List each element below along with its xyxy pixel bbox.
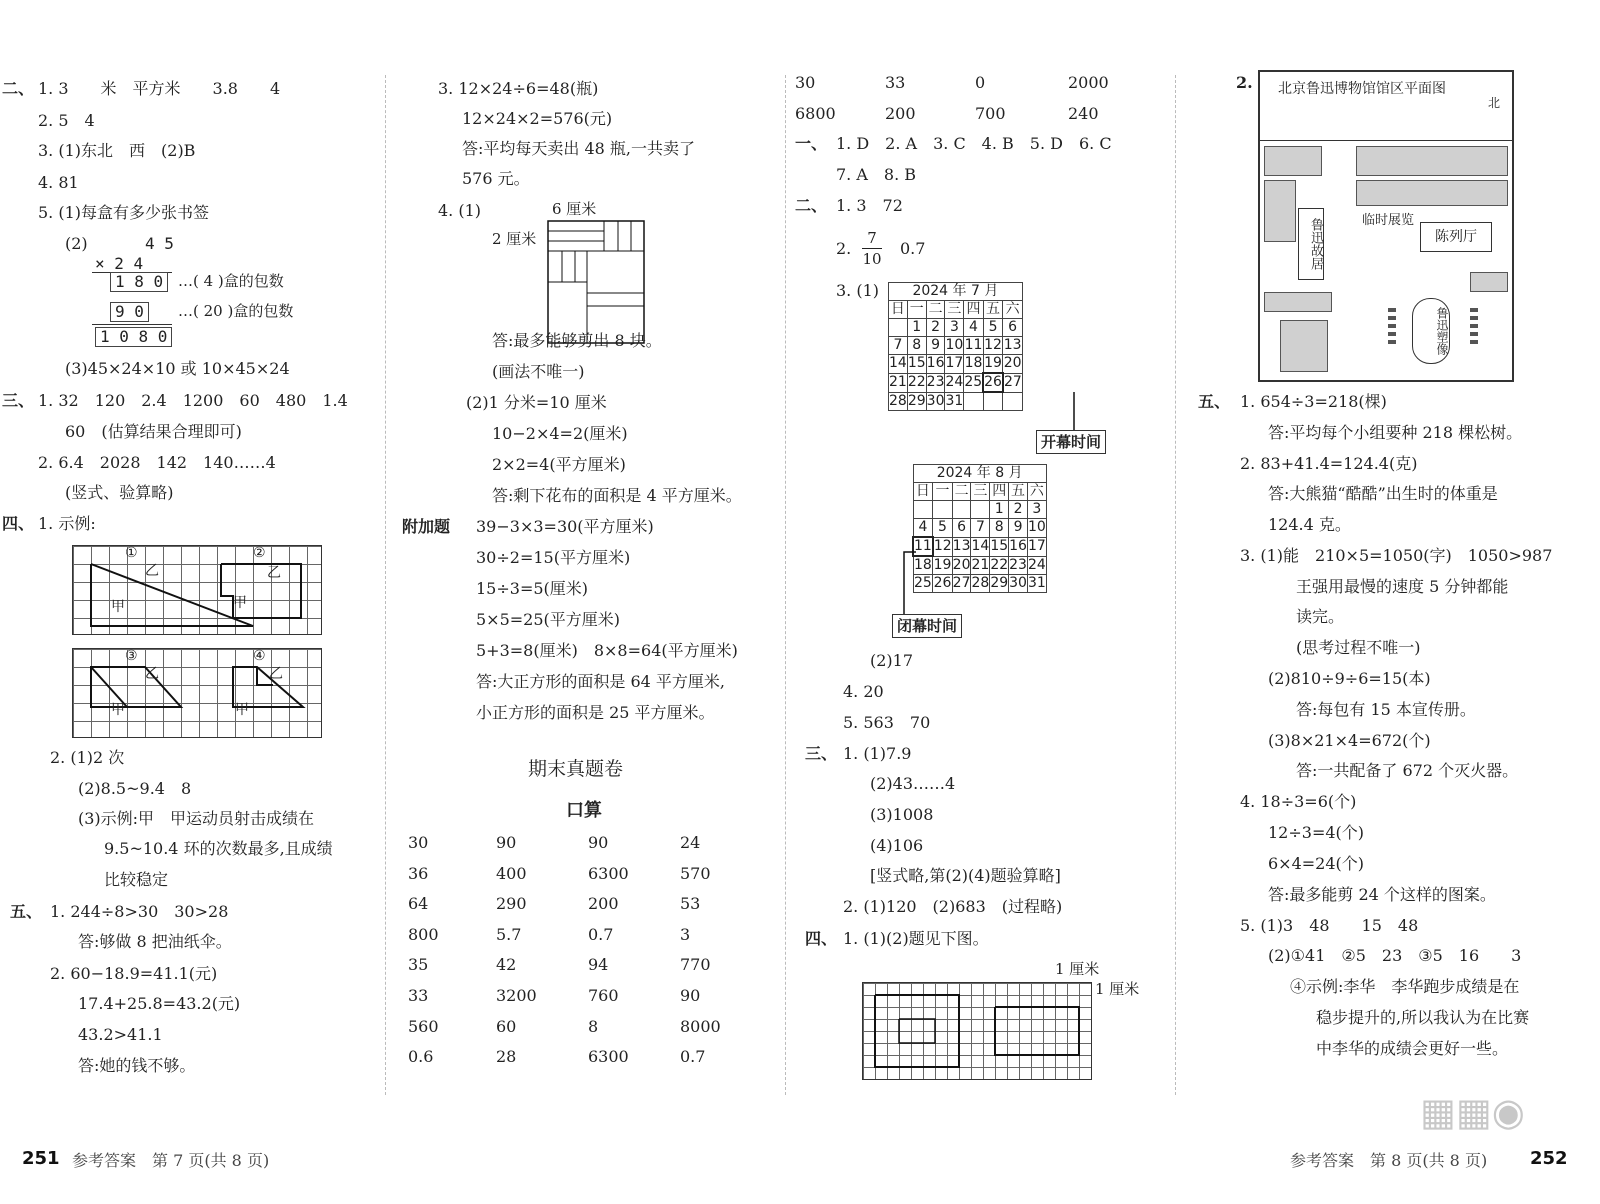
tree-row [1470, 308, 1478, 348]
page-number-left: 251 [22, 1148, 60, 1169]
calendar-day: 3 [945, 319, 964, 337]
calendar-day [952, 501, 971, 519]
section-mark: 四、 [805, 929, 838, 948]
answer-line: 5×5=25(平方厘米) [476, 610, 621, 629]
answer-line: 60 (估算结果合理即可) [65, 422, 242, 441]
dimension-label: 2 厘米 [492, 230, 537, 248]
circle-number: ① [125, 545, 138, 561]
partial-note: …( 20 )盒的包数 [178, 302, 294, 320]
circle-number: ④ [253, 648, 266, 664]
north-arrow: 北 [1488, 96, 1501, 110]
answer-line: 5. 563 70 [843, 713, 931, 732]
calendar-day: 31 [1027, 575, 1046, 591]
calendar-day: 16 [926, 355, 945, 372]
answer-line: 2. (1)120 (2)683 (过程略) [843, 897, 1063, 916]
calendar-day: 28 [889, 392, 907, 409]
calendar-day [964, 392, 983, 411]
oral-answer: 800 [408, 924, 439, 944]
product: 1 0 8 0 [95, 327, 172, 347]
oral-answer: 570 [680, 863, 711, 883]
opening-date-label: 开幕时间 [1036, 430, 1106, 454]
answer-line: 2. 6.4 2028 142 140……4 [38, 453, 276, 472]
calendar-title: 2024 年 7 月 [889, 283, 1023, 301]
calendar-day: 6 [952, 519, 971, 538]
calendar-day: 25 [964, 374, 983, 390]
weekday-header: 四 [990, 483, 1009, 501]
calendar-day: 29 [990, 575, 1009, 591]
answer-line: 12÷3=4(个) [1268, 823, 1365, 842]
calendar-day: 28 [971, 575, 990, 591]
calendar-day: 31 [945, 392, 964, 409]
weekday-header: 六 [1003, 301, 1022, 319]
calendar-day: 23 [1009, 556, 1027, 573]
oral-answer: 770 [680, 955, 711, 975]
calendar-day: 27 [952, 575, 971, 591]
oral-answer: 64 [408, 894, 429, 914]
answer-line: 稳步提升的,所以我认为在比赛 [1316, 1008, 1530, 1027]
answer-line: 124.4 克。 [1268, 515, 1351, 534]
oral-answer: 35 [408, 955, 429, 975]
answer-line: 2. [836, 239, 852, 258]
label-jia: 甲 [233, 595, 247, 611]
answer-line: 小正方形的面积是 25 平方厘米。 [476, 703, 715, 722]
section-mark: 五、 [1198, 392, 1231, 411]
weekday-header: 四 [964, 301, 983, 319]
answer-line: 576 元。 [462, 169, 530, 188]
multiplicand: 4 5 [145, 234, 174, 253]
answer-line: 5+3=8(厘米) 8×8=64(平方厘米) [476, 641, 738, 660]
oral-answer: 3 [680, 924, 691, 944]
answer-line: 17.4+25.8=43.2(元) [78, 994, 241, 1013]
watermark-logo: ▦▦◉ [1420, 1090, 1525, 1134]
calendar-day: 29 [907, 392, 926, 409]
oral-answer: 560 [408, 1016, 439, 1036]
answer-line: 1. D 2. A 3. C 4. B 5. D 6. C [836, 134, 1112, 153]
calendar-day: 10 [945, 337, 964, 353]
oral-answer: 30 [795, 73, 816, 92]
calendar-day: 20 [952, 556, 971, 573]
calendar-day: 8 [907, 337, 926, 355]
oral-answer: 240 [1068, 104, 1099, 123]
answer-line: 1. 32 120 2.4 1200 60 480 1.4 [38, 391, 348, 410]
section-title: 期末真题卷 [528, 758, 624, 780]
building [1356, 146, 1508, 176]
oral-answer: 0.6 [408, 1047, 434, 1067]
weekday-header: 一 [907, 301, 926, 319]
answer-line: 1. 3 米 平方米 3.8 4 [38, 79, 281, 98]
dimension-label: 6 厘米 [552, 200, 597, 218]
calendar-day [889, 319, 908, 337]
answer-line: 3. (1)能 210×5=1050(字) 1050>987 [1240, 546, 1553, 565]
grid-diagram [72, 545, 322, 635]
column-divider [385, 75, 386, 1095]
answer-line: 4. 81 [38, 173, 79, 192]
oral-answer: 90 [496, 833, 517, 852]
section-mark: 三、 [2, 391, 35, 410]
answer-line: 答:最多能够剪出 8 块。 [492, 331, 662, 350]
building [1264, 180, 1296, 242]
calendar-day: 14 [971, 538, 990, 554]
label-lu-xun-residence: 鲁迅故居 [1298, 208, 1324, 280]
answer-line: 2. (1)2 次 [50, 748, 125, 767]
calendar-day: 16 [1009, 538, 1027, 554]
calendar-day: 7 [889, 337, 908, 355]
label-yi: 乙 [269, 666, 283, 682]
shape-drawing [863, 983, 1091, 1079]
answer-line: 1. 244÷8>30 30>28 [50, 902, 229, 921]
answer-line: 5. (1)3 48 15 48 [1240, 916, 1419, 935]
answer-line: 2. 60−18.9=41.1(元) [50, 964, 218, 983]
answer-line: 2. 83+41.4=124.4(克) [1240, 454, 1418, 473]
calendar-day: 1 [907, 319, 926, 337]
building [1356, 180, 1508, 206]
map-wall [1260, 140, 1512, 141]
calendar-day: 11 [964, 337, 983, 353]
answer-line: 4. 18÷3=6(个) [1240, 792, 1357, 811]
answer-line: 1. 3 72 [836, 196, 903, 215]
calendar-day: 3 [1027, 501, 1046, 519]
building [1264, 292, 1332, 312]
calendar-day: 5 [933, 519, 952, 538]
oral-answer: 0.7 [680, 1047, 706, 1067]
answer-line: 答:平均每天卖出 48 瓶,一共卖了 [462, 139, 696, 158]
answer-line: 答:她的钱不够。 [78, 1056, 196, 1075]
oral-answer: 200 [588, 894, 619, 914]
oral-answer: 28 [496, 1047, 517, 1067]
answer-line: 比较稳定 [104, 870, 169, 889]
answer-line: 1. 示例: [38, 514, 96, 533]
answer-line: (2)17 [870, 651, 914, 670]
calendar-day: 18 [914, 557, 932, 573]
page-number-right: 252 [1530, 1148, 1568, 1169]
answer-line: 答:大熊猫“酷酷”出生时的体重是 [1268, 484, 1498, 503]
calendar-day: 24 [945, 374, 964, 390]
column-divider [785, 75, 786, 1095]
answer-line: (2)①41 ②5 23 ③5 16 3 [1268, 946, 1522, 965]
calendar-table [912, 464, 1047, 593]
answer-line: 0.7 [900, 239, 926, 258]
oral-answer: 36 [408, 863, 429, 883]
oral-answer: 90 [680, 986, 701, 1005]
calendar-day: 15 [990, 538, 1009, 554]
calendar-day: 18 [964, 355, 983, 372]
weekday-header: 一 [933, 483, 952, 501]
answer-line: 30÷2=15(平方厘米) [476, 548, 631, 567]
answer-line: 答:最多能剪 24 个这样的图案。 [1268, 885, 1496, 904]
scale-label: 1 厘米 [1095, 980, 1140, 998]
oral-answer: 60 [496, 1016, 517, 1036]
oral-answer: 6300 [588, 863, 629, 883]
oral-answer: 8000 [680, 1016, 721, 1036]
weekday-header: 五 [1009, 483, 1028, 501]
answer-line: (2)8.5~9.4 8 [78, 779, 192, 798]
answer-line: 12×24×2=576(元) [462, 109, 613, 128]
weekday-header: 二 [952, 483, 971, 501]
answer-line: 5. (1)每盒有多少张书签 [38, 203, 210, 222]
section-mark: 一、 [795, 134, 828, 153]
oral-answer: 33 [885, 73, 906, 92]
weekday-header: 二 [926, 301, 945, 319]
answer-line: 6×4=24(个) [1268, 854, 1365, 873]
calendar-day: 12 [984, 337, 1002, 353]
calendar-day: 1 [990, 501, 1009, 519]
answer-line: 1. (1)(2)题见下图。 [843, 929, 989, 948]
answer-line: 王强用最慢的速度 5 分钟都能 [1296, 577, 1509, 596]
calendar-day: 15 [907, 355, 926, 372]
answer-line: 答:每包有 15 本宣传册。 [1296, 700, 1476, 719]
museum-floor-plan [1258, 70, 1514, 382]
oral-answer: 700 [975, 104, 1006, 123]
calendar-day [1003, 392, 1022, 411]
weekday-header: 三 [945, 301, 964, 319]
answer-line: 15÷3=5(厘米) [476, 579, 589, 598]
weekday-header: 六 [1027, 483, 1046, 501]
answer-line: 7. A 8. B [836, 165, 917, 184]
calendar-day: 17 [945, 355, 964, 372]
calendar-day: 14 [889, 355, 907, 372]
oral-answer: 400 [496, 863, 527, 883]
calendar-day: 13 [952, 538, 971, 554]
oral-answer: 30 [408, 833, 429, 852]
calendar-day: 2 [1009, 501, 1028, 519]
answer-line: (3)45×24×10 或 10×45×24 [65, 359, 290, 378]
calendar-day: 8 [990, 519, 1009, 538]
answer-line: 43.2>41.1 [78, 1025, 163, 1044]
answer-line: (竖式、验算略) [65, 483, 174, 502]
calendar-day: 19 [933, 556, 952, 573]
oral-answer: 6300 [588, 1047, 629, 1067]
oral-answer: 94 [588, 955, 609, 975]
rectangle-cut-drawing [547, 220, 647, 345]
answer-line: 答:大正方形的面积是 64 平方厘米, [476, 672, 726, 691]
oral-answer: 200 [885, 104, 916, 123]
answer-line: 4. (1) [438, 201, 482, 220]
weekday-header: 五 [983, 301, 1003, 319]
calendar-day: 30 [926, 392, 945, 409]
answer-line: (2)810÷9÷6=15(本) [1268, 669, 1431, 688]
calendar-day: 6 [1003, 319, 1022, 337]
footer-text-right: 参考答案 第 8 页(共 8 页) [1290, 1151, 1488, 1170]
calendar-day: 9 [1009, 519, 1028, 538]
grid-drawing-area [862, 982, 1092, 1080]
label-temporary-exhibition: 临时展览 [1362, 213, 1415, 228]
answer-line: (3)示例:甲 甲运动员射击成绩在 [78, 809, 315, 828]
oral-answer: 0 [975, 73, 986, 92]
answer-line: (2) [65, 234, 88, 253]
answer-line: ④示例:李华 李华跑步成绩是在 [1290, 977, 1520, 996]
calendar-day: 21 [889, 374, 907, 390]
answer-line: 3. (1)东北 西 (2)B [38, 141, 196, 160]
calendar-day: 4 [964, 319, 983, 337]
oral-answer: 2000 [1068, 73, 1109, 92]
calendar-day: 20 [1003, 355, 1022, 372]
map-title: 北京鲁迅博物馆馆区平面图 [1278, 81, 1446, 97]
calendar-day [983, 392, 1003, 411]
calendar-day [913, 501, 933, 519]
answer-line: (4)106 [870, 836, 924, 855]
answer-line: 答:平均每个小组要种 218 棵松树。 [1268, 423, 1523, 442]
answer-line: (画法不唯一) [492, 362, 585, 381]
subsection-title: 口算 [566, 800, 602, 821]
calendar-day: 22 [990, 556, 1009, 573]
calendar-day: 17 [1027, 538, 1046, 554]
oral-answer: 0.7 [588, 924, 614, 944]
answer-line: 2×2=4(平方厘米) [492, 455, 626, 474]
calendar-day [971, 501, 990, 519]
section-mark: 五、 [10, 902, 43, 921]
weekday-header: 日 [889, 301, 908, 319]
partial-product: 1 8 0 [110, 272, 168, 292]
calendar-day: 23 [926, 374, 945, 390]
answer-line: 答:一共配备了 672 个灭火器。 [1296, 761, 1519, 780]
calendar-day: 5 [983, 319, 1003, 337]
answer-line: 答:够做 8 把油纸伞。 [78, 932, 232, 951]
answer-line: (思考过程不唯一) [1296, 638, 1421, 657]
answer-line: 答:剩下花布的面积是 4 平方厘米。 [492, 486, 742, 505]
answer-line: 4. 20 [843, 682, 884, 701]
answer-line: 读完。 [1296, 607, 1345, 626]
answer-line: (3)8×21×4=672(个) [1268, 731, 1431, 750]
circle-number: ③ [125, 648, 138, 664]
building [1264, 146, 1322, 176]
section-mark: 附加题 [402, 517, 451, 536]
calendar-day: 10 [1027, 519, 1046, 536]
section-mark: 四、 [2, 514, 35, 533]
label-yi: 乙 [267, 565, 281, 581]
oral-answer: 290 [496, 894, 527, 914]
weekday-header: 日 [913, 483, 933, 501]
answer-line: 1. 654÷3=218(棵) [1240, 392, 1387, 411]
oral-answer: 24 [680, 833, 701, 852]
footer-text-left: 参考答案 第 7 页(共 8 页) [72, 1151, 270, 1170]
fraction-numerator: 7 [867, 229, 877, 247]
oral-answer: 33 [408, 986, 429, 1005]
building [1470, 272, 1508, 292]
label-yi: 乙 [145, 563, 159, 579]
oral-answer: 3200 [496, 986, 537, 1005]
calendar-day: 27 [1003, 374, 1022, 390]
answer-line: 3. (1) [836, 281, 880, 300]
label-yi: 乙 [145, 666, 159, 682]
oral-answer: 90 [588, 833, 609, 852]
calendar-day: 9 [926, 337, 945, 355]
calendar-day: 19 [984, 355, 1002, 371]
shape-drawing [73, 649, 321, 737]
calendar-day [933, 501, 952, 519]
circle-number: ② [253, 545, 266, 561]
answer-line: (2)1 分米=10 厘米 [466, 393, 607, 412]
label-jia: 甲 [111, 599, 125, 615]
answer-line: [竖式略,第(2)(4)题验算略] [870, 866, 1061, 885]
label-jia: 甲 [235, 702, 249, 718]
answer-line: (2)43……4 [870, 774, 956, 793]
partial-product: 9 0 [110, 302, 149, 322]
calendar-day: 26 [984, 374, 1002, 390]
calendar-title: 2024 年 8 月 [913, 465, 1046, 483]
section-mark: 二、 [795, 196, 828, 215]
tree-row [1388, 308, 1396, 348]
closing-date-label: 闭幕时间 [892, 614, 962, 638]
building [1280, 320, 1328, 372]
calendar-table [888, 282, 1023, 411]
oral-answer: 760 [588, 986, 619, 1005]
section-mark: 三、 [805, 744, 838, 763]
weekday-header: 三 [971, 483, 990, 501]
rule-line [92, 324, 172, 325]
calendar-day: 30 [1009, 575, 1027, 591]
answer-line: 1. (1)7.9 [843, 744, 912, 763]
section-mark: 二、 [2, 79, 35, 98]
answer-line: 2. [1236, 73, 1253, 92]
grid-diagram [72, 648, 322, 738]
calendar-day: 25 [914, 575, 932, 591]
label-exhibition-hall: 陈列厅 [1420, 222, 1492, 252]
answer-line: (3)1008 [870, 805, 934, 824]
calendar-day: 7 [971, 519, 990, 538]
answer-line: 2. 5 4 [38, 111, 95, 130]
partial-note: …( 4 )盒的包数 [178, 272, 284, 290]
oral-answer: 42 [496, 955, 517, 975]
label-jia: 甲 [111, 702, 125, 718]
answer-line: 中李华的成绩会更好一些。 [1316, 1039, 1509, 1058]
multiplier: × 2 4 [95, 254, 144, 273]
oral-answer: 53 [680, 894, 701, 914]
fraction-denominator: 10 [862, 250, 882, 268]
oral-answer: 6800 [795, 104, 836, 123]
calendar-day: 13 [1003, 337, 1022, 353]
calendar-day: 21 [971, 556, 990, 573]
answer-line: 39−3×3=30(平方厘米) [476, 517, 654, 536]
column-divider [1175, 75, 1176, 1095]
answer-line: 3. 12×24÷6=48(瓶) [438, 79, 599, 98]
fraction [862, 228, 882, 269]
scale-label: 1 厘米 [1055, 960, 1100, 978]
calendar-day: 24 [1027, 556, 1046, 573]
calendar-day: 4 [913, 519, 933, 538]
calendar-day: 26 [933, 575, 952, 591]
oral-answer: 5.7 [496, 924, 522, 944]
calendar-day: 22 [907, 374, 926, 390]
answer-line: 9.5~10.4 环的次数最多,且成绩 [104, 839, 333, 858]
shape-drawing [73, 546, 321, 634]
calendar-day: 11 [914, 538, 932, 554]
answer-line: 10−2×4=2(厘米) [492, 424, 628, 443]
oral-answer: 8 [588, 1016, 599, 1036]
calendar-day: 12 [933, 538, 952, 554]
label-lu-xun-statue: 鲁迅塑像 [1412, 298, 1450, 364]
calendar-day: 2 [926, 319, 945, 337]
